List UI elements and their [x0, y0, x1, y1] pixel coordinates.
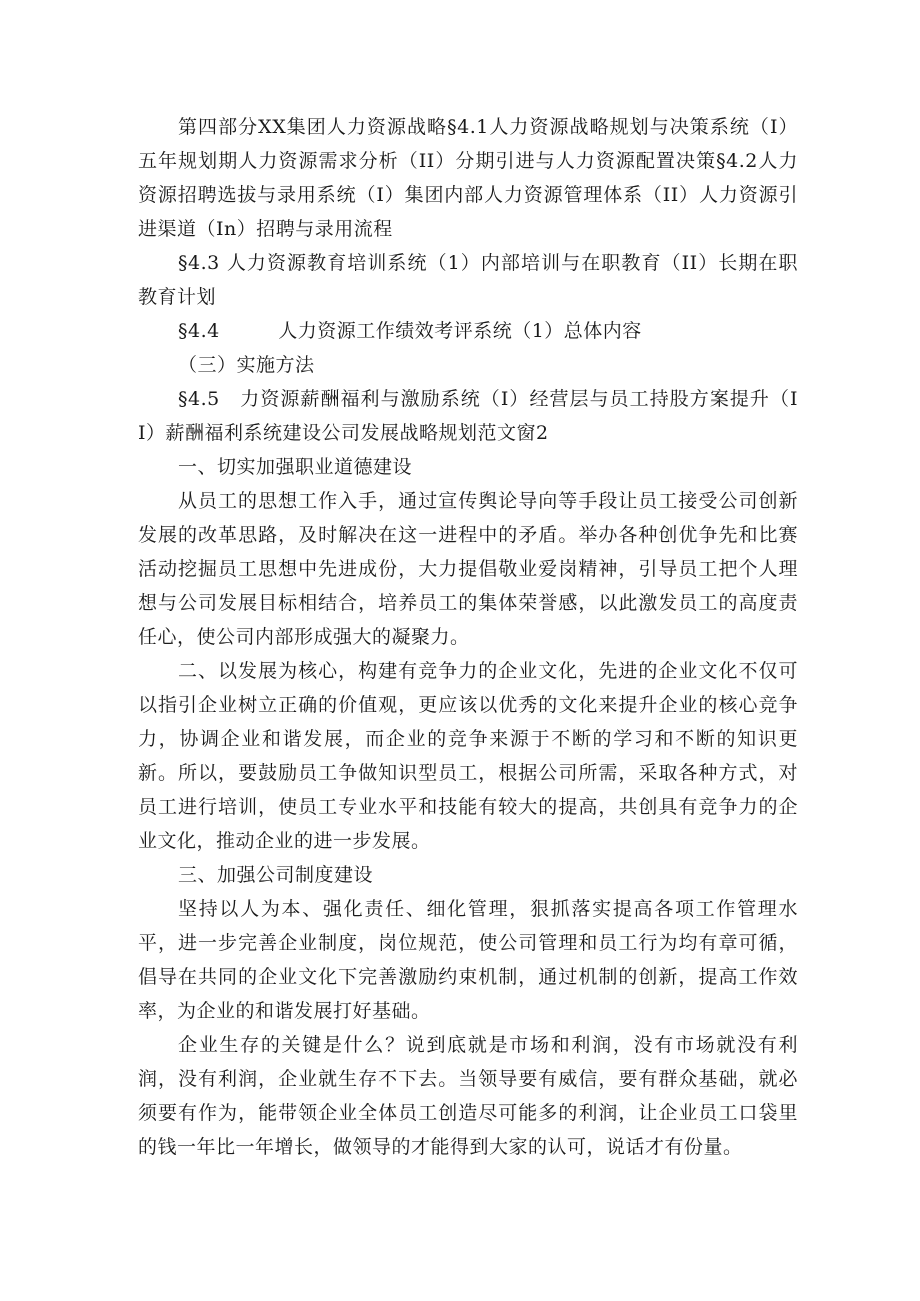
- paragraph-section-4-3: §4.3 人力资源教育培训系统（1）内部培训与在职教育（II）长期在职教育计划: [138, 252, 798, 308]
- paragraph-enterprise-culture: 二、以发展为核心，构建有竞争力的企业文化，先进的企业文化不仅可以指引企业树立正确的价值观，更应该以优秀的文化来提升企业的核心竞争力，协调企业和谐发展，而企业的竞争来源于不断的学习和不断的知识更新。所以，要鼓励员工争做知识型员工，根据公司所需，采取各种方式，对员工进行培训，使员工专业水平和技能有较大的提高，共创具有竞争力的企业文化，推动企业的进一步发展。: [138, 660, 798, 852]
- heading-professional-ethics: 一、切实加强职业道德建设: [178, 456, 413, 478]
- paragraph-people-oriented: 坚持以人为本、强化责任、细化管理，狠抓落实提高各项工作管理水平，进一步完善企业制度，岗位规范，使公司管理和员工行为均有章可循，倡导在共同的企业文化下完善激励约束机制，通过机制的创新，提高工作效率，为企业的和谐发展打好基础。: [138, 898, 798, 1022]
- paragraph-section-4-4: §4.4 人力资源工作绩效考评系统（1）总体内容: [178, 320, 642, 342]
- paragraph-survival-key: 企业生存的关键是什么？说到底就是市场和利润，没有市场就没有利润，没有利润，企业就生存不下去。当领导要有威信，要有群众基础，就必须要有作为，能带领企业全体员工创造尽可能多的利润，让企业员工口袋里的钱一年比一年增长，做领导的才能得到大家的认可，说话才有份量。: [138, 1034, 798, 1158]
- document-body: [138, 110, 798, 1164]
- paragraph-employee-thinking: 从员工的思想工作入手，通过宣传舆论导向等手段让员工接受公司创新发展的改革思路，及时解决在这一进程中的矛盾。举办各种创优争先和比赛活动挖掘员工思想中先进成份，大力提倡敬业爱岗精神，引导员工把个人理想与公司发展目标相结合，培养员工的集体荣誉感，以此激发员工的高度责任心，使公司内部形成强大的凝聚力。: [138, 490, 798, 648]
- paragraph-hr-strategy-intro: 第四部分XX集团人力资源战略§4.1人力资源战略规划与决策系统（I）五年规划期人力资源需求分析（II）分期引进与人力资源配置决策§4.2人力资源招聘选拔与录用系统（I）集团内部人力资源管理体系（II）人力资源引进渠道（In）招聘与录用流程: [138, 116, 798, 240]
- paragraph-implementation-method: （三）实施方法: [178, 354, 315, 376]
- heading-company-system: 三、加强公司制度建设: [178, 864, 374, 886]
- paragraph-section-4-5: §4.5 力资源薪酬福利与激励系统（I）经营层与员工持股方案提升（II）薪酬福利系统建设公司发展战略规划范文窗2: [138, 388, 798, 444]
